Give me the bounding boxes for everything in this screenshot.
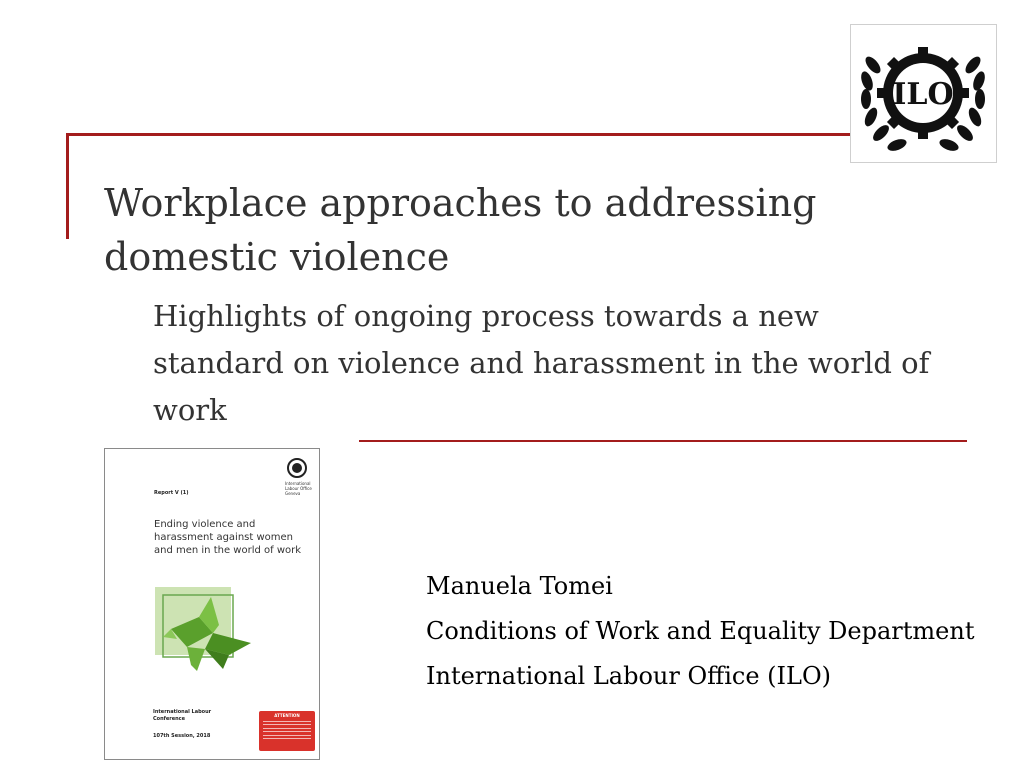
- slide-subtitle: Highlights of ongoing process towards a new standard on violence and harassment in the world of work: [153, 299, 930, 427]
- cover-attention-line: [263, 724, 311, 725]
- author-block: [426, 564, 1016, 699]
- cover-attention-line: [263, 721, 311, 722]
- cover-attention-line: [263, 735, 311, 736]
- cover-ilo-emblem-icon: [285, 457, 309, 479]
- cover-attention-title: ATTENTION: [274, 713, 300, 718]
- ilo-logo-text: ILO: [892, 77, 954, 112]
- slide-title: Workplace approaches to addressing domestic violence: [104, 181, 817, 279]
- author-name: Manuela Tomei: [426, 572, 613, 600]
- ilo-emblem-icon: [851, 25, 996, 162]
- cover-conference: International Labour Conference: [153, 709, 212, 722]
- cover-report-label: Report V (1): [154, 490, 189, 496]
- cover-attention-line: [263, 728, 311, 729]
- ilo-logo: [850, 24, 997, 163]
- cover-org-label: International Labour Office Geneva: [285, 481, 312, 496]
- author-department: Conditions of Work and Equality Department: [426, 617, 975, 645]
- cover-title: Ending violence and harassment against women and men in the world of work: [154, 519, 302, 556]
- cover-attention-box: [259, 711, 315, 751]
- cover-session: 107th Session, 2018: [153, 733, 211, 739]
- author-organization: International Labour Office (ILO): [426, 662, 831, 690]
- cover-attention-line: [263, 731, 311, 732]
- title-frame-top-rule: [66, 133, 856, 136]
- dove-icon: [153, 577, 265, 677]
- cover-attention-line: [263, 738, 311, 739]
- title-frame-left-rule: [66, 133, 69, 239]
- subtitle-divider-rule: [359, 440, 967, 442]
- report-cover-image: [104, 448, 320, 760]
